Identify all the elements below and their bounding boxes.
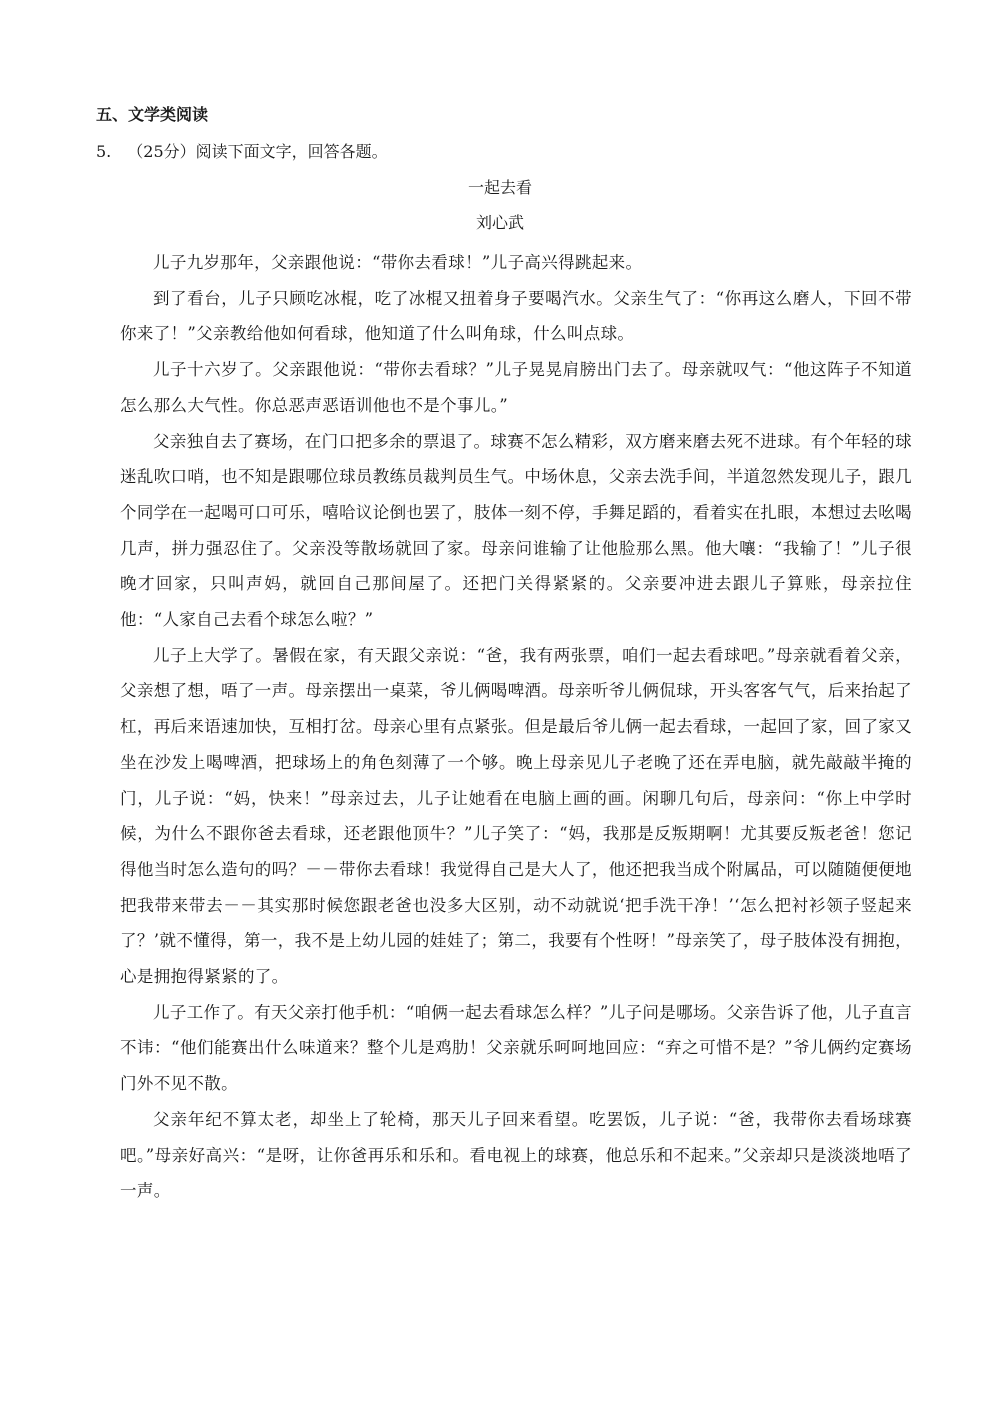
question-prompt: （25分）阅读下面文字，回答各题。 xyxy=(127,142,388,161)
article-paragraph: 父亲独自去了赛场，在门口把多余的票退了。球赛不怎么精彩，双方磨来磨去死不进球。有个年轻的球迷乱吹口哨，也不知是跟哪位球员教练员裁判员生气。中场休息，父亲去洗手间，半道忽然发现儿子，跟几个同学在一起喝可口可乐，嘻哈议论倒也罢了，肢体一刻不停，手舞足蹈的，看着实在扎眼，本想过去吆喝几声，拼力强忍住了。父亲没等散场就回了家。母亲问谁输了让他脸那么黑。他大嚷：“我输了！”儿子很晚才回家，只叫声妈，就回自己那间屋了。还把门关得紧紧的。父亲要冲进去跟儿子算账，母亲拉住他：“人家自己去看个球怎么啦？” xyxy=(120,431,912,630)
article-paragraph: 儿子工作了。有天父亲打他手机：“咱俩一起去看球怎么样？”儿子问是哪场。父亲告诉了他，儿子直言不讳：“他们能赛出什么味道来？整个儿是鸡肋！父亲就乐呵呵地回应：“弃之可惜不是？”爷儿俩约定赛场门外不见不散。 xyxy=(120,1002,912,1094)
article-body xyxy=(120,245,912,1209)
article-author: 刘心武 xyxy=(475,213,524,232)
article-title: 一起去看 xyxy=(467,178,532,197)
section-heading: 五、文学类阅读 xyxy=(96,105,209,124)
article-paragraph: 儿子上大学了。暑假在家，有天跟父亲说：“爸，我有两张票，咱们一起去看球吧。”母亲就看着父亲，父亲想了想，唔了一声。母亲摆出一桌菜，爷儿俩喝啤酒。母亲听爷儿俩侃球，开头客客气气，后来抬起了杠，再后来语速加快，互相打岔。母亲心里有点紧张。但是最后爷儿俩一起去看球，一起回了家，回了家又坐在沙发上喝啤酒，把球场上的角色刻薄了一个够。晚上母亲见儿子老晚了还在弄电脑，就先敲敲半掩的门，儿子说：“妈，快来！”母亲过去，儿子让她看在电脑上画的画。闲聊几句后，母亲问：“你上中学时候，为什么不跟你爸去看球，还老跟他顶牛？”儿子笑了：“妈，我那是反叛期啊！尤其要反叛老爸！您记得他当时怎么造句的吗？－－带你去看球！我觉得自己是大人了，他还把我当成个附属品，可以随随便便地把我带来带去－－其实那时候您跟老爸也没多大区别，动不动就说‘把手洗干净！’‘怎么把衬衫领子竖起来了？’就不懂得，第一，我不是上幼儿园的娃娃了；第二，我要有个性呀！”母亲笑了，母子肢体没有拥抱，心是拥抱得紧紧的了。 xyxy=(120,645,912,987)
article-paragraph: 父亲年纪不算太老，却坐上了轮椅，那天儿子回来看望。吃罢饭，儿子说：“爸，我带你去看场球赛吧。”母亲好高兴：“是呀，让你爸再乐和乐和。看电视上的球赛，他总乐和不起来。”父亲却只是淡淡地唔了一声。 xyxy=(120,1109,912,1201)
question-line xyxy=(96,140,388,164)
article-paragraph: 儿子九岁那年，父亲跟他说：“带你去看球！”儿子高兴得跳起来。 xyxy=(153,253,643,272)
question-number: 5. xyxy=(96,142,112,161)
article-paragraph: 儿子十六岁了。父亲跟他说：“带你去看球？”儿子晃晃肩膀出门去了。母亲就叹气：“他这阵子不知道怎么那么大气性。你总恶声恶语训他也不是个事儿。” xyxy=(120,360,912,415)
article-paragraph: 到了看台，儿子只顾吃冰棍，吃了冰棍又扭着身子要喝汽水。父亲生气了：“你再这么磨人，下回不带你来了！”父亲教给他如何看球，他知道了什么叫角球，什么叫点球。 xyxy=(120,288,912,344)
